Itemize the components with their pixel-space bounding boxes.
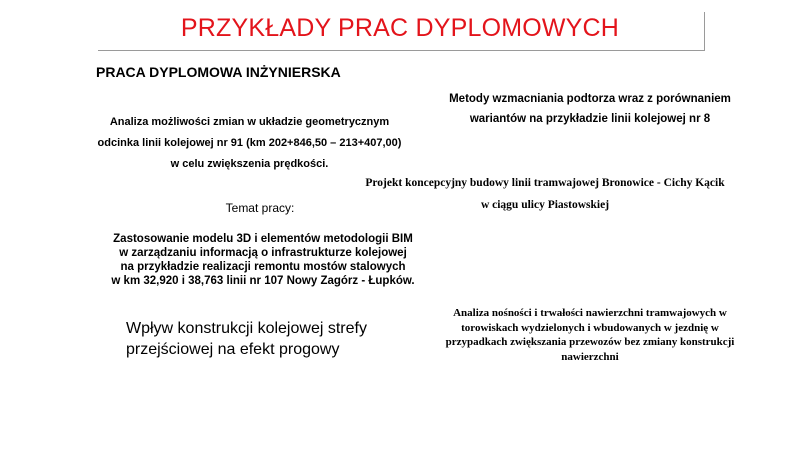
slide-title: PRZYKŁADY PRAC DYPLOMOWYCH [180, 14, 620, 42]
text-line: w km 32,920 i 38,763 linii nr 107 Nowy Zagórz - Łupków. [111, 275, 415, 287]
thesis-nawierzchnia-tramwajowa [420, 306, 760, 364]
text-line: w celu zwiększenia prędkości. [170, 158, 329, 170]
text-line: Zastosowanie modelu 3D i elementów metodologii BIM [113, 233, 413, 245]
text-line: w ciągu ulicy Piastowskiej [480, 199, 610, 211]
text-line: w zarządzaniu informacją o infrastrukturze kolejowej [119, 247, 407, 259]
text-line: Metody wzmacniania podtorza wraz z porównaniem [449, 93, 731, 105]
title-side-rule [704, 12, 705, 51]
thesis-bim [68, 232, 458, 288]
text-line: Analiza możliwości zmian w układzie geometrycznym [109, 116, 390, 128]
text-line: na przykładzie realizacji remontu mostów stalowych [120, 261, 406, 273]
text-line: torowiskach wydzielonych i wbudowanych w jezdnię w [461, 321, 719, 334]
text-line: nawierzchni [561, 350, 619, 363]
text-line: Analiza nośności i trwałości nawierzchni tramwajowych w [453, 307, 727, 319]
section-heading: PRACA DYPLOMOWA INŻYNIERSKA [96, 64, 341, 80]
text-line: Wpływ konstrukcji kolejowej strefy [126, 320, 367, 337]
thesis-strefa-przejsciowa [126, 318, 367, 360]
text-line: Projekt koncepcyjny budowy linii tramwajowej Bronowice - Cichy Kącik [365, 177, 725, 189]
text-line: przejściowej na efekt progowy [126, 341, 340, 358]
thesis-analiza-zmian [72, 112, 427, 175]
topic-label: Temat pracy: [225, 201, 295, 215]
text-line: wariantów na przykładzie linii kolejowej nr 8 [469, 113, 711, 125]
thesis-metody-wzmacniania [420, 89, 760, 129]
text-line: odcinka linii kolejowej nr 91 (km 202+846,50 – 213+407,00) [97, 137, 402, 149]
title-underline [98, 50, 705, 51]
text-line: przypadkach zwiększania przewozów bez zmiany konstrukcji [445, 336, 735, 348]
thesis-projekt-tramwaj [340, 172, 750, 216]
